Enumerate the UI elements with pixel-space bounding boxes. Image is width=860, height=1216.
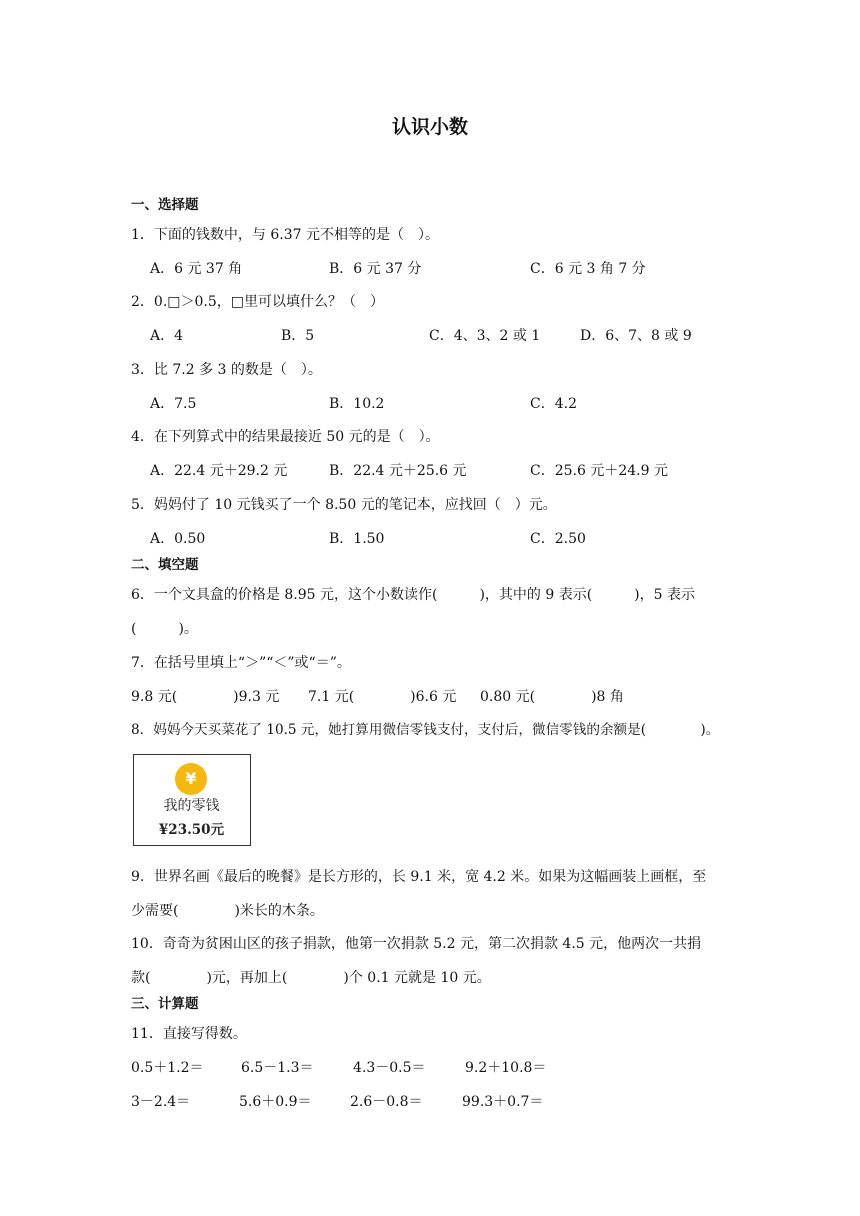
- calc-item: 4.3－0.5＝: [353, 1060, 426, 1076]
- question-9-line-1: 9．世界名画《最后的晚餐》是长方形的，长 9.1 米，宽 4.2 米。如果为这幅画装上画框，至: [131, 869, 707, 885]
- question-6-line-2: ( )。: [131, 621, 198, 637]
- section-heading-choice: 一、选择题: [131, 197, 199, 213]
- calc-item: 5.6＋0.9＝: [239, 1094, 312, 1110]
- question-10-line-1: 10．奇奇为贫困山区的孩子捐款，他第一次捐款 5.2 元，第二次捐款 4.5 元，他两次一共捐: [131, 936, 702, 952]
- question-7-item-3: 0.80 元( )8 角: [480, 689, 624, 705]
- calc-item: 6.5－1.3＝: [241, 1060, 314, 1076]
- question-11-stem: 11．直接写得数。: [131, 1026, 247, 1042]
- question-4-option-a: A．22.4 元＋29.2 元: [150, 463, 288, 479]
- question-5-option-a: A．0.50: [150, 531, 206, 547]
- question-2-option-d: D．6、7、8 或 9: [580, 328, 692, 344]
- calc-item: 3－2.4＝: [131, 1094, 191, 1110]
- question-1-option-c: C．6 元 3 角 7 分: [530, 261, 646, 277]
- question-9-line-2: 少需要( )米长的木条。: [131, 903, 324, 919]
- calc-item: 99.3＋0.7＝: [462, 1094, 544, 1110]
- page-title: 认识小数: [391, 116, 468, 138]
- calc-item: 0.5＋1.2＝: [131, 1060, 204, 1076]
- question-7-item-1: 9.8 元( )9.3 元: [131, 689, 280, 705]
- question-4-stem: 4．在下列算式中的结果最接近 50 元的是（ ）。: [131, 429, 440, 445]
- question-2-option-b: B．5: [281, 328, 315, 344]
- question-5-option-c: C．2.50: [530, 531, 586, 547]
- question-7-item-2: 7.1 元( )6.6 元: [308, 689, 457, 705]
- question-2-option-a: A．4: [150, 328, 184, 344]
- question-4-option-b: B．22.4 元＋25.6 元: [329, 463, 467, 479]
- question-2-option-c: C．4、3、2 或 1: [429, 328, 541, 344]
- question-10-line-2: 款( )元，再加上( )个 0.1 元就是 10 元。: [131, 970, 491, 986]
- section-heading-fill: 二、填空题: [131, 557, 199, 573]
- wallet-label: 我的零钱: [163, 798, 220, 814]
- yuan-coin-icon: ¥: [175, 763, 207, 795]
- question-3-stem: 3．比 7.2 多 3 的数是（ ）。: [131, 362, 322, 378]
- question-8-stem: 8．妈妈今天买菜花了 10.5 元，她打算用微信零钱支付，支付后，微信零钱的余额是( )。: [131, 722, 720, 738]
- question-3-option-c: C．4.2: [530, 396, 577, 412]
- question-1-stem: 1．下面的钱数中，与 6.37 元不相等的是（ ）。: [131, 227, 439, 243]
- question-4-option-c: C．25.6 元＋24.9 元: [530, 463, 668, 479]
- question-5-option-b: B．1.50: [329, 531, 385, 547]
- wallet-amount: ¥23.50元: [158, 822, 225, 838]
- question-2-stem: 2．0.□＞0.5，□里可以填什么？（ ）: [131, 294, 384, 310]
- question-7-stem: 7．在括号里填上“＞”“＜”或“＝”。: [131, 655, 351, 671]
- question-3-option-b: B．10.2: [329, 396, 385, 412]
- question-1-option-b: B．6 元 37 分: [329, 261, 422, 277]
- question-3-option-a: A．7.5: [150, 396, 197, 412]
- calc-item: 9.2＋10.8＝: [465, 1060, 547, 1076]
- section-heading-calc: 三、计算题: [131, 996, 199, 1012]
- question-6-line-1: 6．一个文具盒的价格是 8.95 元，这个小数读作( )，其中的 9 表示( )，5 表示: [131, 587, 695, 603]
- question-1-option-a: A．6 元 37 角: [150, 261, 243, 277]
- wallet-balance-image: [133, 754, 251, 846]
- calc-item: 2.6－0.8＝: [350, 1094, 423, 1110]
- question-5-stem: 5．妈妈付了 10 元钱买了一个 8.50 元的笔记本，应找回（ ）元。: [131, 497, 557, 513]
